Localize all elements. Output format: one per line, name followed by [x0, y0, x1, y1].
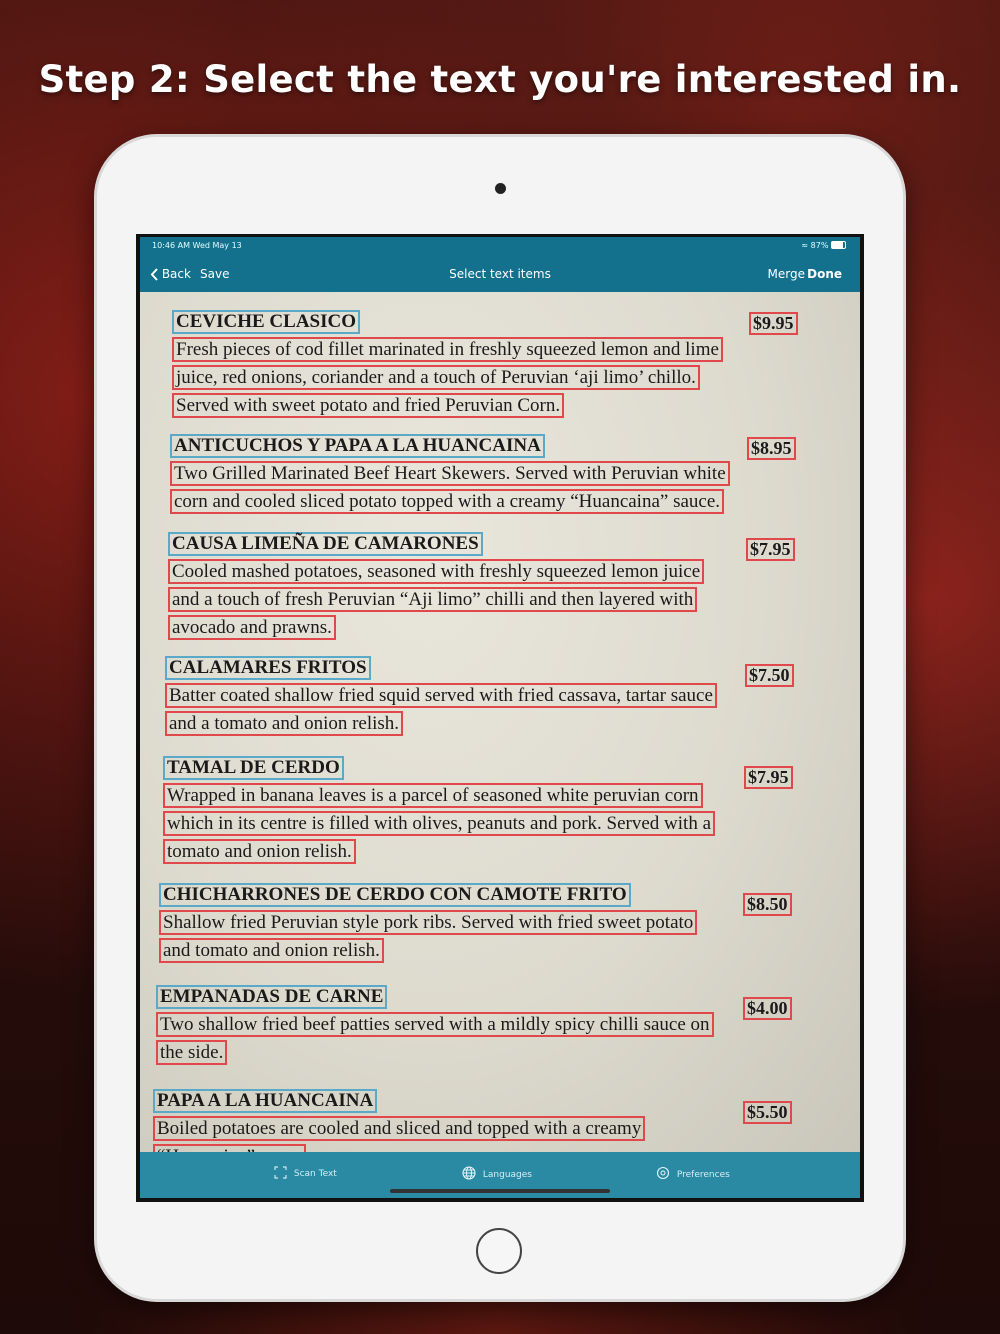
done-button[interactable]: Done: [807, 267, 842, 281]
merge-button[interactable]: Merge: [767, 267, 805, 281]
text-line[interactable]: avocado and prawns.: [168, 615, 336, 640]
menu-item-title[interactable]: CHICHARRONES DE CERDO CON CAMOTE FRITO: [159, 883, 631, 907]
tab-languages[interactable]: [462, 1166, 532, 1180]
battery-icon: [831, 241, 846, 249]
battery-percent: 87%: [810, 241, 829, 250]
tab-label: Scan Text: [293, 1169, 337, 1179]
menu-item-price[interactable]: $8.50: [743, 893, 792, 916]
headline: Step 2: Select the text you're interested in.: [38, 58, 962, 101]
text-line[interactable]: Two shallow fried beef patties served with a mildly spicy chilli sauce on: [156, 1012, 714, 1037]
menu-item: [165, 656, 717, 736]
menu-item-price[interactable]: $7.95: [746, 538, 795, 561]
tab-label: Languages: [482, 1170, 532, 1180]
menu-item-price[interactable]: $7.95: [744, 766, 793, 789]
globe-icon: [462, 1166, 476, 1180]
text-line[interactable]: and a touch of fresh Peruvian “Aji limo” chilli and then layered with: [168, 587, 697, 612]
text-line[interactable]: Batter coated shallow fried squid served with fried cassava, tartar sauce: [165, 683, 717, 708]
status-battery: [801, 241, 846, 250]
text-line[interactable]: the side.: [156, 1040, 227, 1065]
text-line[interactable]: Fresh pieces of cod fillet marinated in freshly squeezed lemon and lime: [172, 337, 723, 362]
menu-item: [159, 883, 697, 963]
menu-item: [163, 756, 715, 864]
text-line[interactable]: Two Grilled Marinated Beef Heart Skewers. Served with Peruvian white: [170, 461, 730, 486]
text-line[interactable]: which in its centre is filled with olives, peanuts and pork. Served with a: [163, 811, 715, 836]
scan-icon: [274, 1166, 287, 1179]
menu-item-title[interactable]: CEVICHE CLASICO: [172, 310, 360, 334]
text-line[interactable]: corn and cooled sliced potato topped with a creamy “Huancaina” sauce.: [170, 489, 724, 514]
text-line[interactable]: Boiled potatoes are cooled and sliced and topped with a creamy: [153, 1116, 645, 1141]
menu-item-title[interactable]: EMPANADAS DE CARNE: [156, 985, 387, 1009]
status-time: 10:46 AM Wed May 13: [152, 241, 242, 250]
text-line[interactable]: and a tomato and onion relish.: [165, 711, 403, 736]
tab-label: Preferences: [676, 1170, 730, 1180]
text-line[interactable]: Shallow fried Peruvian style pork ribs. Served with fried sweet potato: [159, 910, 697, 935]
navigation-bar: [140, 237, 860, 292]
gear-icon: [656, 1166, 670, 1180]
menu-item-title[interactable]: PAPA A LA HUANCAINA: [153, 1089, 377, 1113]
nav-title: Select text items: [449, 267, 551, 281]
camera-dot: [495, 183, 506, 194]
text-line[interactable]: Cooled mashed potatoes, seasoned with freshly squeezed lemon juice: [168, 559, 704, 584]
text-line[interactable]: Served with sweet potato and fried Peruvian Corn.: [172, 393, 564, 418]
menu-item-title[interactable]: CAUSA LIMEÑA DE CAMARONES: [168, 532, 483, 556]
menu-item-price[interactable]: $4.00: [743, 997, 792, 1020]
menu-item: [156, 985, 714, 1065]
menu-item-price[interactable]: $8.95: [747, 437, 796, 460]
tab-bar: [140, 1152, 860, 1198]
menu-item-title[interactable]: ANTICUCHOS Y PAPA A LA HUANCAINA: [170, 434, 545, 458]
text-line[interactable]: juice, red onions, coriander and a touch of Peruvian ‘aji limo’ chillo.: [172, 365, 700, 390]
menu-item-price[interactable]: $7.50: [745, 664, 794, 687]
app-screen: [136, 234, 864, 1202]
home-indicator: [390, 1189, 610, 1193]
text-line[interactable]: tomato and onion relish.: [163, 839, 356, 864]
wifi-icon: ≈: [801, 241, 809, 250]
tab-scan-text[interactable]: [274, 1166, 337, 1179]
text-line[interactable]: and tomato and onion relish.: [159, 938, 384, 963]
tab-preferences[interactable]: [656, 1166, 730, 1180]
menu-item-price[interactable]: $9.95: [749, 312, 798, 335]
save-button[interactable]: Save: [200, 267, 230, 281]
menu-item-title[interactable]: CALAMARES FRITOS: [165, 656, 371, 680]
menu-item-title[interactable]: TAMAL DE CERDO: [163, 756, 344, 780]
menu-item: [170, 434, 730, 514]
home-button[interactable]: [476, 1228, 522, 1274]
back-label: Back: [161, 267, 191, 281]
text-line[interactable]: Wrapped in banana leaves is a parcel of seasoned white peruvian corn: [163, 783, 703, 808]
menu-item: [172, 310, 723, 418]
scanned-menu-document: [140, 292, 860, 1152]
menu-item: [168, 532, 704, 640]
menu-item-price[interactable]: $5.50: [743, 1101, 792, 1124]
